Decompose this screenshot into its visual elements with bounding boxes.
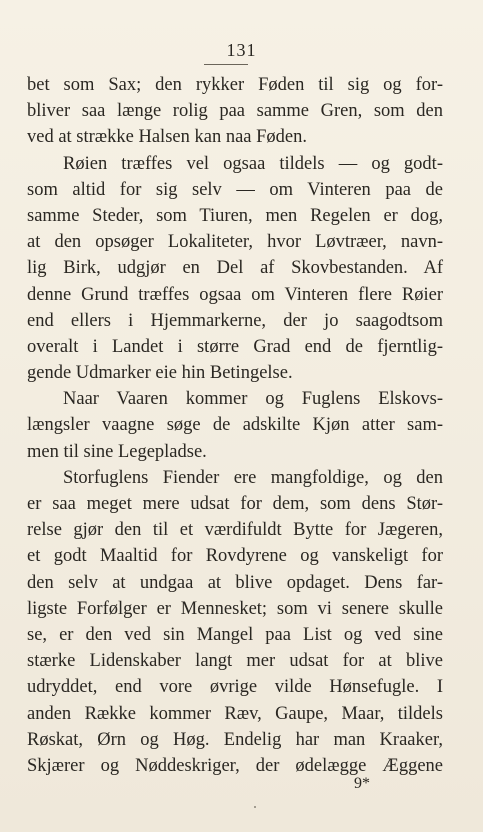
signature-mark: 9* [354,775,370,792]
text-line: bliver saa længe rolig paa samme Gren, som den [27,101,443,122]
text-line: bet som Sax; den rykker Føden til sig og for- [27,75,443,95]
body-text [27,72,443,779]
text-line: samme Steder, som Tiuren, men Regelen er dog, [27,205,443,226]
text-line: Røskat, Ørn og Høg. Endelig har man Kraaker, [27,729,443,750]
text-line: se, er den ved sin Mangel paa List og ved sine [27,624,443,645]
text-line: som altid for sig selv — om Vinteren paa de [27,179,443,200]
text-line: at den opsøger Lokaliteter, hvor Løvtræer, navn- [27,232,443,253]
text-line: lig Birk, udgjør en Del af Skovbestanden. Af [27,258,443,279]
text-line: anden Række kommer Ræv, Gaupe, Maar, tildels [27,703,443,724]
text-line: Røien træffes vel ogsaa tildels — og godt- [63,153,443,174]
text-line: end ellers i Hjemmarkerne, der jo saagodtsom [27,310,443,331]
text-line: Naar Vaaren kommer og Fuglens Elskovs- [63,389,443,410]
text-line: gende Udmarker eie hin Betingelse. [27,363,293,384]
text-line: relse gjør den til et værdifuldt Bytte for Jægeren, [27,520,443,541]
paper-speck [254,806,256,808]
text-line: ved at strække Halsen kan naa Føden. [27,127,307,148]
text-line: stærke Lidenskaber langt mer udsat for at blive [27,651,443,672]
text-line: overalt i Landet i større Grad end de fjerntlig- [27,336,443,357]
text-line: den selv at undgaa at blive opdaget. Dens far- [27,572,443,593]
text-line: Skjærer og Nøddeskriger, der ødelægge Æggene [27,755,443,776]
text-line: udryddet, end vore øvrige vilde Hønsefugle. I [27,677,443,698]
text-line: længsler vaagne søge de adskilte Kjøn atter sam- [27,415,443,436]
page-number-underline [204,64,248,65]
text-line: et godt Maaltid for Rovdyrene og vanskeligt for [27,546,443,567]
text-line: men til sine Legepladse. [27,441,207,462]
page-number: 131 [226,40,257,60]
text-line: Storfuglens Fiender ere mangfoldige, og den [63,467,443,488]
text-line: ligste Forfølger er Mennesket; som vi senere skulle [27,598,443,619]
text-line: er saa meget mere udsat for dem, som dens Stør- [27,494,443,514]
text-line: denne Grund træffes ogsaa om Vinteren flere Røier [27,284,443,305]
